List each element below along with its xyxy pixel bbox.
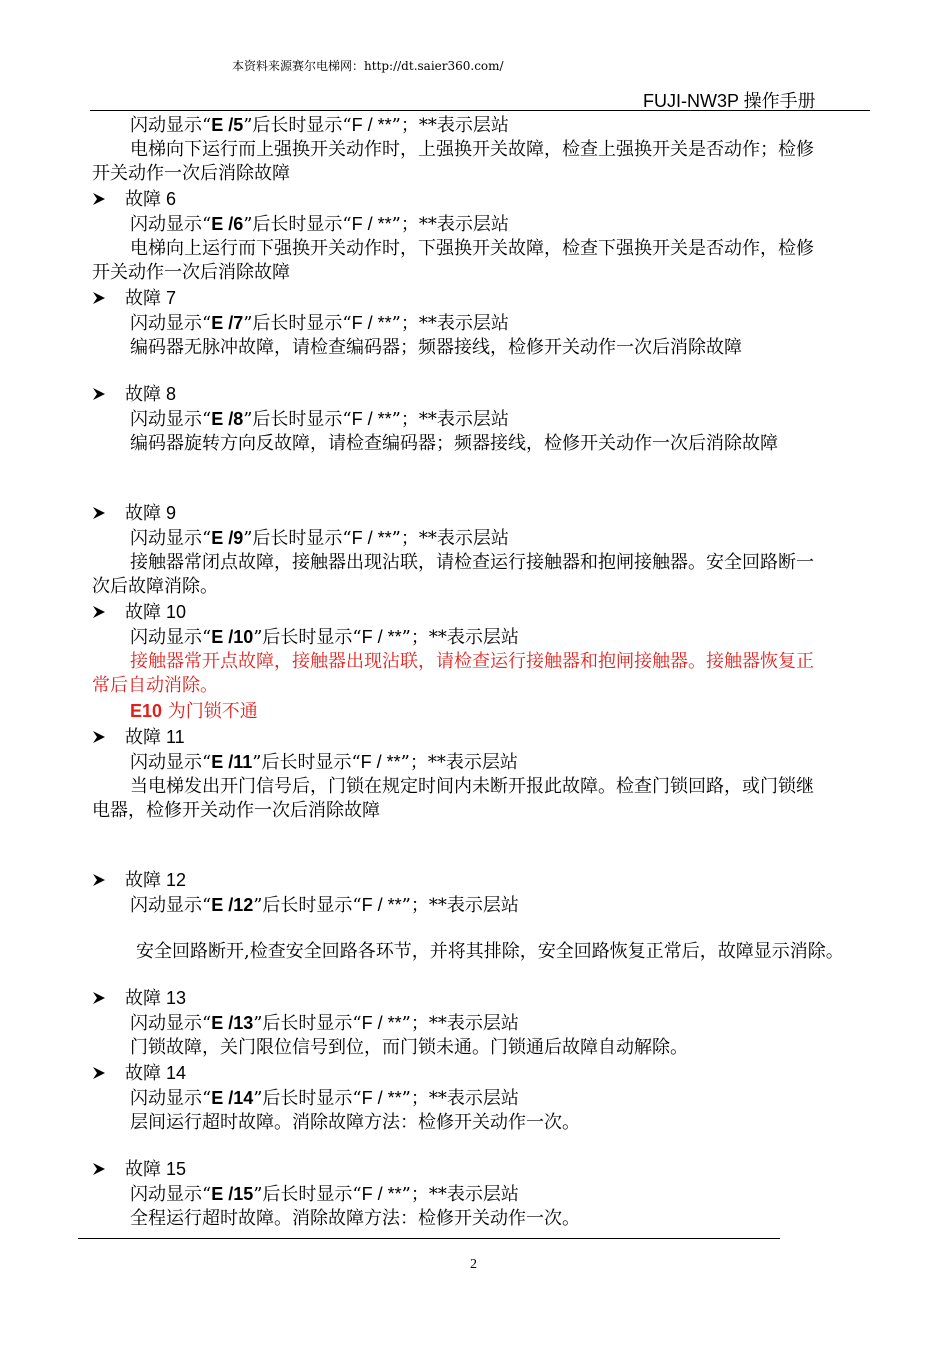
page-number: 2 — [470, 1257, 477, 1272]
flash-line-e11: 闪动显示“E /11”后长时显示“F / **”；**表示层站 — [130, 752, 518, 773]
fault-13-heading: 故障 13 — [125, 988, 187, 1008]
flash-line-e13: 闪动显示“E /13”后长时显示“F / **”；**表示层站 — [130, 1013, 519, 1034]
flash-line-e14: 闪动显示“E /14”后长时显示“F / **”；**表示层站 — [130, 1088, 519, 1109]
fault-10-heading: 故障 10 — [125, 602, 187, 622]
fault-11-heading: 故障 11 — [125, 727, 185, 747]
bullet-arrow-icon — [92, 1158, 106, 1180]
fault-14-heading: 故障 14 — [125, 1063, 187, 1083]
fault-9-description: 接触器常闭点故障，接触器出现沾联，请检查运行接触器和抱闸接触器。安全回路断一 — [130, 552, 814, 573]
bullet-arrow-icon — [92, 502, 106, 524]
fault-12-description: 安全回路断开,检查安全回路各环节，并将其排除，安全回路恢复正常后，故障显示消除。 — [136, 941, 844, 962]
document-title: FUJI-NW3P 操作手册 — [643, 91, 816, 111]
bullet-arrow-icon — [92, 601, 106, 623]
fault-5-description-cont: 开关动作一次后消除故障 — [92, 163, 290, 184]
fault-8-heading: 故障 8 — [125, 384, 177, 404]
fault-6-heading: 故障 6 — [125, 189, 177, 209]
bullet-arrow-icon — [92, 188, 106, 210]
fault-7-heading: 故障 7 — [125, 288, 177, 308]
fault-6-description-cont: 开关动作一次后消除故障 — [92, 262, 290, 283]
flash-line-e15: 闪动显示“E /15”后长时显示“F / **”；**表示层站 — [130, 1184, 519, 1205]
bullet-arrow-icon — [92, 987, 106, 1009]
bullet-arrow-icon — [92, 383, 106, 405]
flash-line-e10: 闪动显示“E /10”后长时显示“F / **”；**表示层站 — [130, 627, 519, 648]
fault-12-heading: 故障 12 — [125, 870, 187, 890]
source-note: 本资料来源赛尔电梯网：http://dt.saier360.com/ — [232, 59, 504, 73]
fault-9-heading: 故障 9 — [125, 503, 177, 523]
fault-10-note: E10 为门锁不通 — [130, 701, 258, 722]
fault-13-description: 门锁故障，关门限位信号到位，而门锁未通。门锁通后故障自动解除。 — [130, 1037, 688, 1058]
fault-10-description: 接触器常开点故障，接触器出现沾联，请检查运行接触器和抱闸接触器。接触器恢复正 — [130, 651, 814, 672]
bullet-arrow-icon — [92, 726, 106, 748]
fault-15-description: 全程运行超时故障。消除故障方法：检修开关动作一次。 — [130, 1208, 580, 1229]
fault-5-description: 电梯向下运行而上强换开关动作时，上强换开关故障，检查上强换开关是否动作；检修 — [130, 139, 814, 160]
fault-14-description: 层间运行超时故障。消除故障方法：检修开关动作一次。 — [130, 1112, 580, 1133]
bullet-arrow-icon — [92, 869, 106, 891]
bullet-arrow-icon — [92, 287, 106, 309]
header-divider — [90, 110, 870, 111]
fault-9-description-cont: 次后故障消除。 — [92, 576, 218, 597]
flash-line-e9: 闪动显示“E /9”后长时显示“F / **”；**表示层站 — [130, 528, 509, 549]
flash-line-e5: 闪动显示“E /5”后长时显示“F / **”；**表示层站 — [130, 115, 509, 136]
fault-6-description: 电梯向上运行而下强换开关动作时，下强换开关故障，检查下强换开关是否动作，检修 — [130, 238, 814, 259]
fault-8-description: 编码器旋转方向反故障，请检查编码器；频器接线，检修开关动作一次后消除故障 — [130, 433, 778, 454]
fault-15-heading: 故障 15 — [125, 1159, 187, 1179]
fault-10-description-cont: 常后自动消除。 — [92, 675, 218, 696]
flash-line-e7: 闪动显示“E /7”后长时显示“F / **”；**表示层站 — [130, 313, 509, 334]
fault-11-description-cont: 电器，检修开关动作一次后消除故障 — [92, 800, 380, 821]
flash-line-e6: 闪动显示“E /6”后长时显示“F / **”；**表示层站 — [130, 214, 509, 235]
fault-7-description: 编码器无脉冲故障，请检查编码器；频器接线，检修开关动作一次后消除故障 — [130, 337, 742, 358]
bullet-arrow-icon — [92, 1062, 106, 1084]
footer-divider — [78, 1238, 780, 1239]
fault-11-description: 当电梯发出开门信号后，门锁在规定时间内未断开报此故障。检查门锁回路，或门锁继 — [130, 776, 814, 797]
flash-line-e8: 闪动显示“E /8”后长时显示“F / **”；**表示层站 — [130, 409, 509, 430]
flash-line-e12: 闪动显示“E /12”后长时显示“F / **”；**表示层站 — [130, 895, 519, 916]
